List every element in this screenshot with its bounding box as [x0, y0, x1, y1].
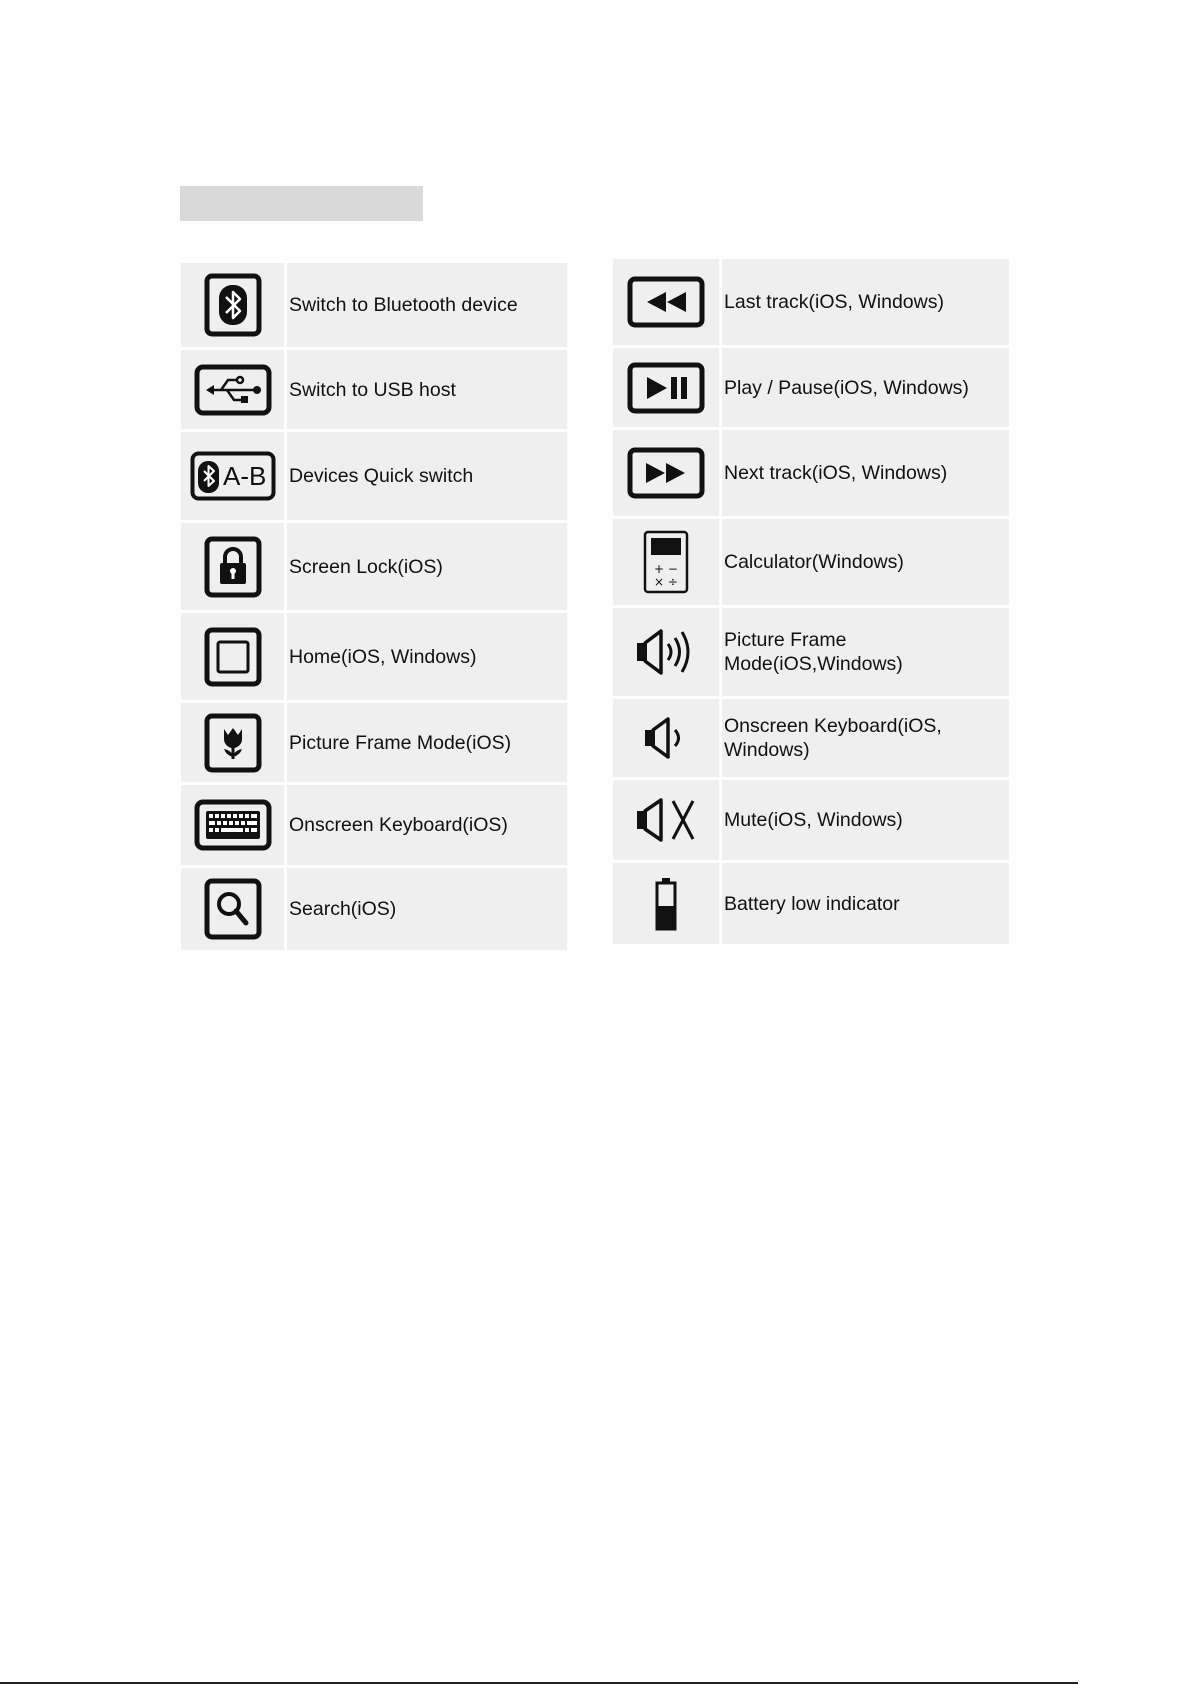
table-row — [181, 703, 567, 782]
lock-icon — [204, 536, 262, 598]
key-description: Picture Frame Mode(iOS) — [287, 703, 567, 782]
mute-icon — [633, 797, 699, 843]
icon-cell — [613, 430, 719, 516]
icon-cell — [613, 863, 719, 944]
section-heading-bar — [180, 186, 423, 221]
table-row — [613, 430, 1009, 516]
table-row — [181, 263, 567, 347]
icon-cell — [181, 868, 284, 950]
table-row — [613, 259, 1009, 345]
icon-cell — [181, 263, 284, 347]
table-row — [181, 613, 567, 700]
key-description: Switch to USB host — [287, 350, 567, 429]
icon-cell — [181, 613, 284, 700]
key-description: Home(iOS, Windows) — [287, 613, 567, 700]
icon-cell — [181, 785, 284, 865]
volume-down-icon — [641, 715, 691, 761]
table-row — [613, 348, 1009, 427]
bluetooth-ab-icon — [190, 451, 276, 501]
key-description: Devices Quick switch — [287, 432, 567, 520]
key-description: Search(iOS) — [287, 868, 567, 950]
table-row — [181, 432, 567, 520]
search-icon — [204, 878, 262, 940]
table-row — [181, 785, 567, 865]
key-description: Play / Pause(iOS, Windows) — [722, 348, 1009, 427]
key-description: Calculator(Windows) — [722, 519, 1009, 605]
icon-cell — [613, 780, 719, 860]
icon-cell — [181, 703, 284, 782]
usb-icon — [194, 364, 272, 416]
table-row — [613, 780, 1009, 860]
icon-cell — [613, 519, 719, 605]
volume-up-icon — [633, 627, 699, 677]
key-description: Screen Lock(iOS) — [287, 523, 567, 610]
table-row — [613, 519, 1009, 605]
key-description: Onscreen Keyboard(iOS, Windows) — [722, 699, 1009, 777]
icon-cell — [613, 608, 719, 696]
previous-track-icon — [627, 276, 705, 328]
calculator-keys-top: + − — [654, 562, 678, 576]
calculator-keys-bottom: × ÷ — [654, 575, 678, 589]
key-description: Picture Frame Mode(iOS,Windows) — [722, 608, 1009, 696]
icon-cell — [181, 523, 284, 610]
icon-cell — [181, 350, 284, 429]
function-key-table-right — [613, 259, 1009, 947]
key-description: Battery low indicator — [722, 863, 1009, 944]
key-description: Mute(iOS, Windows) — [722, 780, 1009, 860]
home-icon — [204, 627, 262, 687]
tulip-icon — [204, 713, 262, 773]
page-bottom-rule — [0, 1682, 1078, 1684]
next-track-icon — [627, 447, 705, 499]
icon-cell — [613, 259, 719, 345]
battery-low-icon — [653, 876, 679, 932]
function-key-table-left — [181, 263, 567, 953]
key-description: Switch to Bluetooth device — [287, 263, 567, 347]
key-description: Onscreen Keyboard(iOS) — [287, 785, 567, 865]
key-description: Last track(iOS, Windows) — [722, 259, 1009, 345]
table-row — [181, 868, 567, 950]
table-row — [613, 608, 1009, 696]
table-row — [181, 523, 567, 610]
icon-cell — [613, 699, 719, 777]
key-description: Next track(iOS, Windows) — [722, 430, 1009, 516]
ab-text: A-B — [222, 461, 266, 491]
icon-cell — [613, 348, 719, 427]
keyboard-icon — [194, 799, 272, 851]
play-pause-icon — [627, 362, 705, 414]
table-row — [613, 699, 1009, 777]
table-row — [181, 350, 567, 429]
icon-cell — [181, 432, 284, 520]
bluetooth-icon — [204, 273, 262, 337]
table-row — [613, 863, 1009, 944]
calculator-icon — [643, 530, 689, 594]
